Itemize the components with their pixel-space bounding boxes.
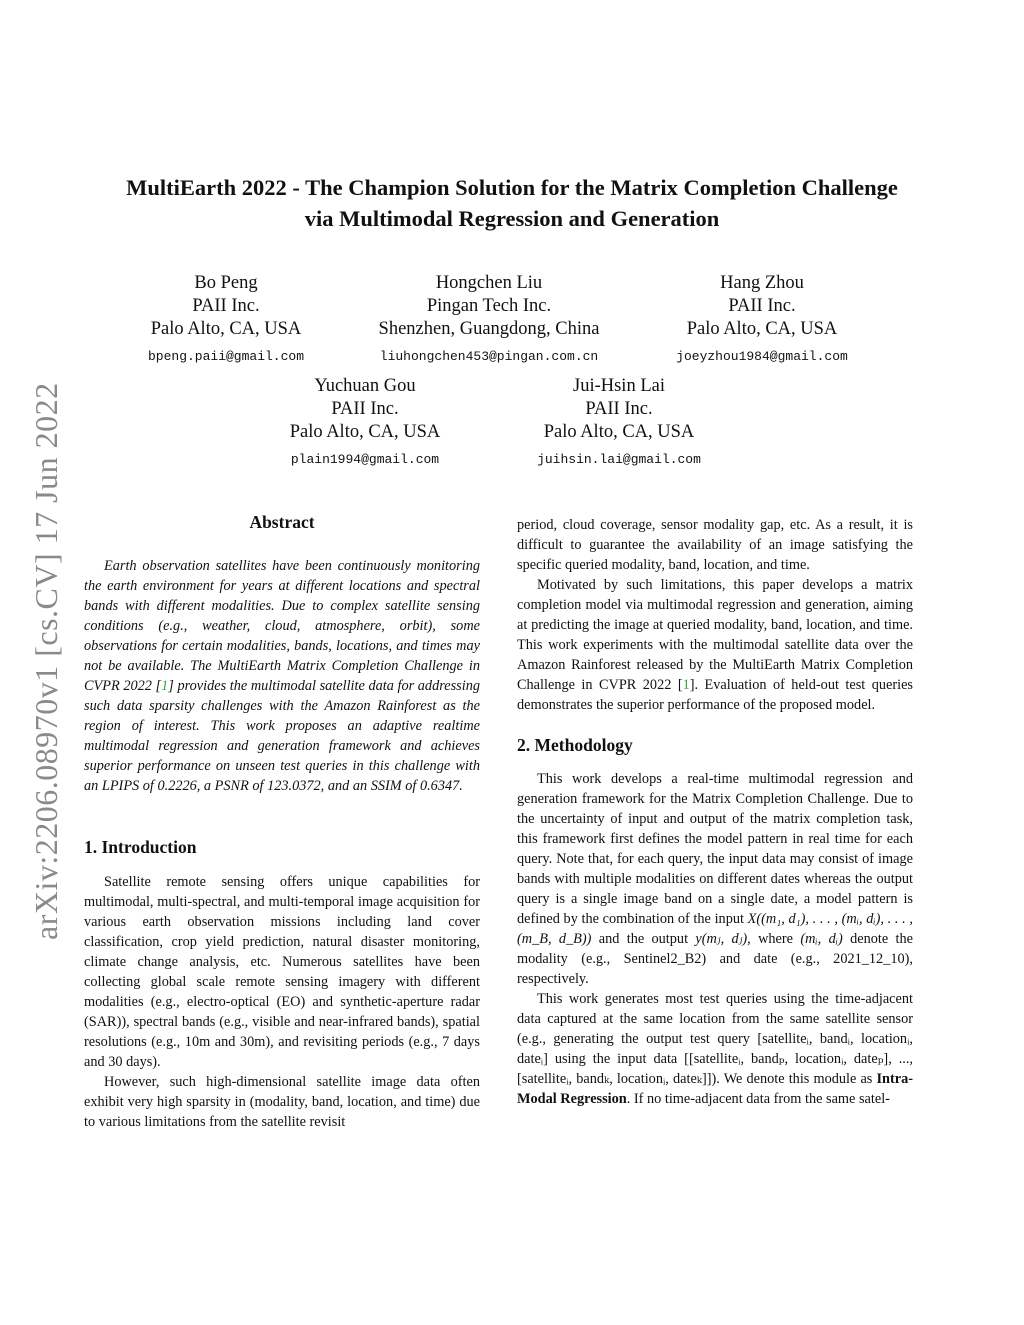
title-line-1: MultiEarth 2022 - The Champion Solution for the Matrix Completion Challenge	[126, 175, 898, 200]
abstract-heading: Abstract	[249, 512, 315, 532]
citation-link[interactable]: 1	[161, 678, 169, 694]
author-block	[519, 375, 719, 470]
author-name: Bo Peng	[194, 273, 258, 293]
citation-link[interactable]: 1	[682, 677, 690, 693]
author-block	[265, 375, 465, 470]
math-output-expression: y(mⱼ, dⱼ)	[695, 931, 748, 947]
paragraph-text-part: denote the modality (e.g., Sentinel2_B2) and date (e.g., 2021_12_10), respectively.	[517, 931, 913, 987]
author-affiliation: PAII Inc.	[331, 399, 399, 419]
intro-paragraph-3	[517, 575, 913, 715]
title-line-2: via Multimodal Regression and Generation	[304, 206, 720, 231]
right-column	[517, 515, 913, 1109]
intro-paragraph-2: However, such high-dimensional satellite image data often exhibit very high sparsity in (modality, band, location, and time) due to various limitations from the satellite revisit	[84, 1074, 480, 1130]
author-block	[349, 272, 629, 367]
paragraph-text-part: . If no time-adjacent data from the same satel-	[626, 1091, 890, 1107]
author-location: Palo Alto, CA, USA	[686, 319, 838, 339]
author-name: Hongchen Liu	[435, 273, 543, 293]
author-email: bpeng.paii@gmail.com	[147, 349, 305, 364]
section-heading-methodology: 2. Methodology	[517, 735, 633, 755]
author-name: Yuchuan Gou	[314, 376, 416, 396]
arxiv-identifier: arXiv:2206.08970v1 [cs.CV] 17 Jun 2022	[28, 382, 64, 940]
paragraph-text-part: , where	[747, 931, 801, 947]
section-heading-introduction: 1. Introduction	[84, 837, 197, 857]
abstract-text	[84, 556, 480, 796]
author-name: Hang Zhou	[720, 273, 804, 293]
author-block	[126, 272, 326, 367]
author-block	[652, 272, 872, 367]
abstract-text-part: ] provides the multimodal satellite data for addressing such data sparsity challenges with the Amazon Rainforest as the region of interest. This work proposes an adaptive realtime multimodal regression and generation framework and achieves superior performance on unseen test queries in this challenge with an LPIPS of 0.2226, a PSNR of 123.0372, and an SSIM of 0.6347.	[84, 678, 480, 794]
author-email: plain1994@gmail.com	[290, 452, 440, 467]
author-email: joeyzhou1984@gmail.com	[676, 349, 848, 364]
math-pair-expression: (mᵢ, dᵢ)	[800, 931, 843, 947]
author-name: Jui-Hsin Lai	[573, 376, 665, 396]
paragraph-text-part: and the output	[591, 931, 696, 947]
math-input-expression: X((m₁, d₁), . . . , (mᵢ, dᵢ), . . . , (m_B, d_B))	[517, 911, 914, 947]
author-affiliation: Pingan Tech Inc.	[426, 296, 552, 316]
bold-term: Intra-Modal Regression	[517, 1071, 913, 1107]
left-column	[84, 512, 480, 1132]
author-affiliation: PAII Inc.	[728, 296, 796, 316]
paragraph-text-part: ]. Evaluation of held-out test queries demonstrates the superior performance of the proposed model.	[517, 677, 913, 713]
author-location: Palo Alto, CA, USA	[150, 319, 302, 339]
author-email: juihsin.lai@gmail.com	[537, 452, 701, 467]
paragraph-text-part: This work develops a real-time multimodal regression and generation framework for the Matrix Completion Challenge. Due to the uncertainty of input and output of the matrix completion task, this framework first defines the model pattern in real time for each query. Note that, for each query, the input data may consist of image bands with multiple modalities on different dates whereas the output query is a single image band on a single date, a model pattern is defined by the combination of the input	[517, 771, 913, 927]
paper-title	[60, 172, 964, 234]
method-paragraph-1	[517, 769, 913, 989]
paragraph-text-part: Motivated by such limitations, this paper develops a matrix completion model via multimodal regression and generation, aiming at predicting the image at queried modality, band, location, and time. This work experiments with the multimodal satellite data over the Amazon Rainforest released by the MultiEarth Matrix Completion Challenge in CVPR 2022 [	[517, 577, 913, 693]
intro-paragraph-1: Satellite remote sensing offers unique capabilities for multimodal, multi-spectral, and multi-temporal image acquisition for various earth observation missions including land cover classification, crop yield prediction, natural disaster monitoring, climate change analysis, etc. Numerous satellites have been collecting global scale remote sensing imagery with different modalities (e.g., electro-optical (EO) and synthetic-aperture radar (SAR)), spectral bands (e.g., visible and near-infrared bands), spatial resolutions (e.g., 10m and 30m), and revisiting periods (e.g., 7 days and 30 days).	[84, 874, 480, 1070]
paragraph-text-part: This work generates most test queries using the time-adjacent data captured at the same location from the same satellite sensor (e.g., generating the output test query [satelliteᵢ, bandᵢ, locationᵢ, dateᵢ] using the input data [[satelliteᵢ, bandₚ, locationᵢ, dateₚ], ..., [satelliteᵢ, bandₖ, locationᵢ, dateₖ]]). We denote this module as	[517, 991, 913, 1087]
author-email: liuhongchen453@pingan.com.cn	[379, 349, 599, 364]
intro-paragraph-2-continued: period, cloud coverage, sensor modality gap, etc. As a result, it is difficult to guarantee the availability of an image satisfying the specific queried modality, band, location, and time.	[517, 517, 913, 573]
method-paragraph-2	[517, 989, 913, 1109]
abstract-text-part: Earth observation satellites have been continuously monitoring the earth environment for years at different locations and spectral bands with different modalities. Due to complex satellite sensing conditions (e.g., weather, cloud, atmosphere, orbit), some observations for certain modalities, bands, locations, and times may not be available. The MultiEarth Matrix Completion Challenge in CVPR 2022 [	[84, 558, 480, 694]
author-affiliation: PAII Inc.	[585, 399, 653, 419]
author-affiliation: PAII Inc.	[192, 296, 260, 316]
author-location: Palo Alto, CA, USA	[543, 422, 695, 442]
author-location: Shenzhen, Guangdong, China	[378, 319, 600, 339]
author-location: Palo Alto, CA, USA	[289, 422, 441, 442]
